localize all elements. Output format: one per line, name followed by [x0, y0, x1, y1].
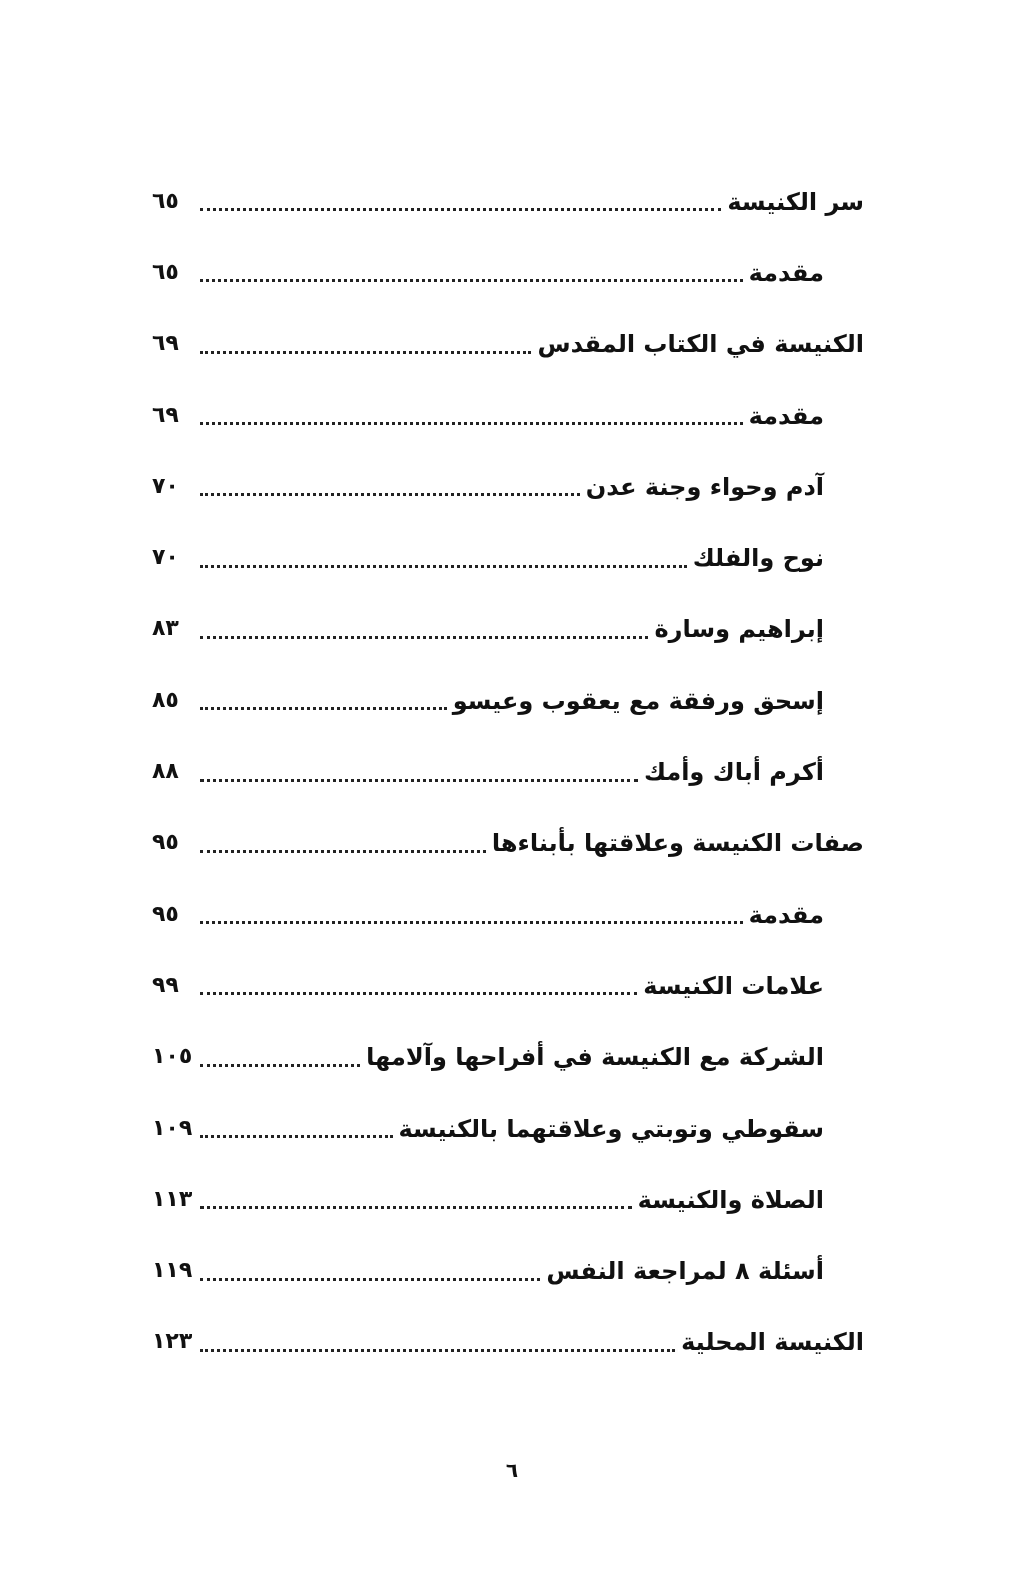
toc-entry-title: سر الكنيسة — [727, 187, 864, 216]
toc-entry-title: الصلاة والكنيسة — [637, 1185, 824, 1214]
toc-dot-leader — [200, 850, 486, 853]
toc-entry-title: مقدمة — [748, 401, 824, 430]
toc-dot-leader — [200, 1135, 393, 1138]
toc-entry-title: سقوطي وتوبتي وعلاقتهما بالكنيسة — [398, 1114, 824, 1143]
toc-entry — [152, 237, 864, 308]
toc-dot-leader — [200, 351, 531, 354]
table-of-contents — [152, 166, 864, 1378]
toc-dot-leader — [200, 1349, 675, 1352]
toc-entry-page: ٨٨ — [152, 759, 179, 785]
toc-entry-title: مقدمة — [748, 900, 824, 929]
toc-entry-page: ٧٠ — [152, 545, 179, 571]
toc-entry-page: ١١٣ — [152, 1186, 193, 1212]
toc-dot-leader — [200, 279, 743, 282]
toc-dot-leader — [200, 1064, 360, 1067]
toc-entry-title: آدم وحواء وجنة عدن — [585, 472, 824, 501]
toc-entry-page: ٧٠ — [152, 473, 179, 499]
toc-entry-title: الشركة مع الكنيسة في أفراحها وآلامها — [366, 1043, 824, 1072]
toc-entry-page: ٩٩ — [152, 972, 179, 998]
toc-entry-page: ١٢٣ — [152, 1329, 193, 1355]
toc-entry-title: صفات الكنيسة وعلاقتها بأبناءها — [491, 829, 864, 858]
toc-entry — [152, 1307, 864, 1378]
toc-dot-leader — [200, 493, 580, 496]
toc-entry-title: نوح والفلك — [692, 544, 824, 573]
toc-entry — [152, 309, 864, 380]
toc-entry-title: الكنيسة في الكتاب المقدس — [537, 330, 864, 359]
toc-entry-title: أسئلة ٨ لمراجعة النفس — [546, 1257, 824, 1286]
toc-entry-title: إسحق ورفقة مع يعقوب وعيسو — [452, 686, 824, 715]
toc-entry — [152, 380, 864, 451]
toc-entry — [152, 1235, 864, 1306]
toc-dot-leader — [200, 636, 648, 639]
toc-entry-title: علامات الكنيسة — [643, 971, 824, 1000]
toc-dot-leader — [200, 707, 447, 710]
toc-dot-leader — [200, 1278, 540, 1281]
toc-entry — [152, 879, 864, 950]
toc-dot-leader — [200, 422, 743, 425]
toc-entry-title: أكرم أباك وأمك — [643, 758, 824, 787]
toc-entry — [152, 808, 864, 879]
toc-entry-title: الكنيسة المحلية — [681, 1328, 864, 1357]
toc-entry-title: إبراهيم وسارة — [654, 615, 824, 644]
toc-entry — [152, 1164, 864, 1235]
toc-entry-page: ٩٥ — [152, 901, 179, 927]
toc-entry-title: مقدمة — [748, 258, 824, 287]
toc-entry-page: ٩٥ — [152, 830, 179, 856]
page-number: ٦ — [505, 1458, 519, 1482]
toc-entry — [152, 594, 864, 665]
toc-entry-page: ٦٩ — [152, 331, 179, 357]
toc-entry-page: ١١٩ — [152, 1258, 193, 1284]
toc-entry — [152, 665, 864, 736]
toc-entry-page: ٦٥ — [152, 188, 179, 214]
toc-entry — [152, 736, 864, 807]
toc-entry-page: ٨٣ — [152, 616, 179, 642]
toc-entry — [152, 1093, 864, 1164]
toc-dot-leader — [200, 208, 721, 211]
toc-entry-page: ١٠٥ — [152, 1044, 193, 1070]
toc-entry — [152, 451, 864, 522]
toc-entry-page: ١٠٩ — [152, 1115, 193, 1141]
toc-dot-leader — [200, 1206, 632, 1209]
toc-dot-leader — [200, 779, 638, 782]
toc-entry — [152, 950, 864, 1021]
toc-entry-page: ٨٥ — [152, 687, 179, 713]
toc-entry-page: ٦٩ — [152, 402, 179, 428]
toc-entry — [152, 166, 864, 237]
toc-dot-leader — [200, 921, 743, 924]
toc-entry-page: ٦٥ — [152, 259, 179, 285]
toc-dot-leader — [200, 992, 637, 995]
toc-entry — [152, 1022, 864, 1093]
toc-dot-leader — [200, 565, 687, 568]
toc-entry — [152, 522, 864, 593]
